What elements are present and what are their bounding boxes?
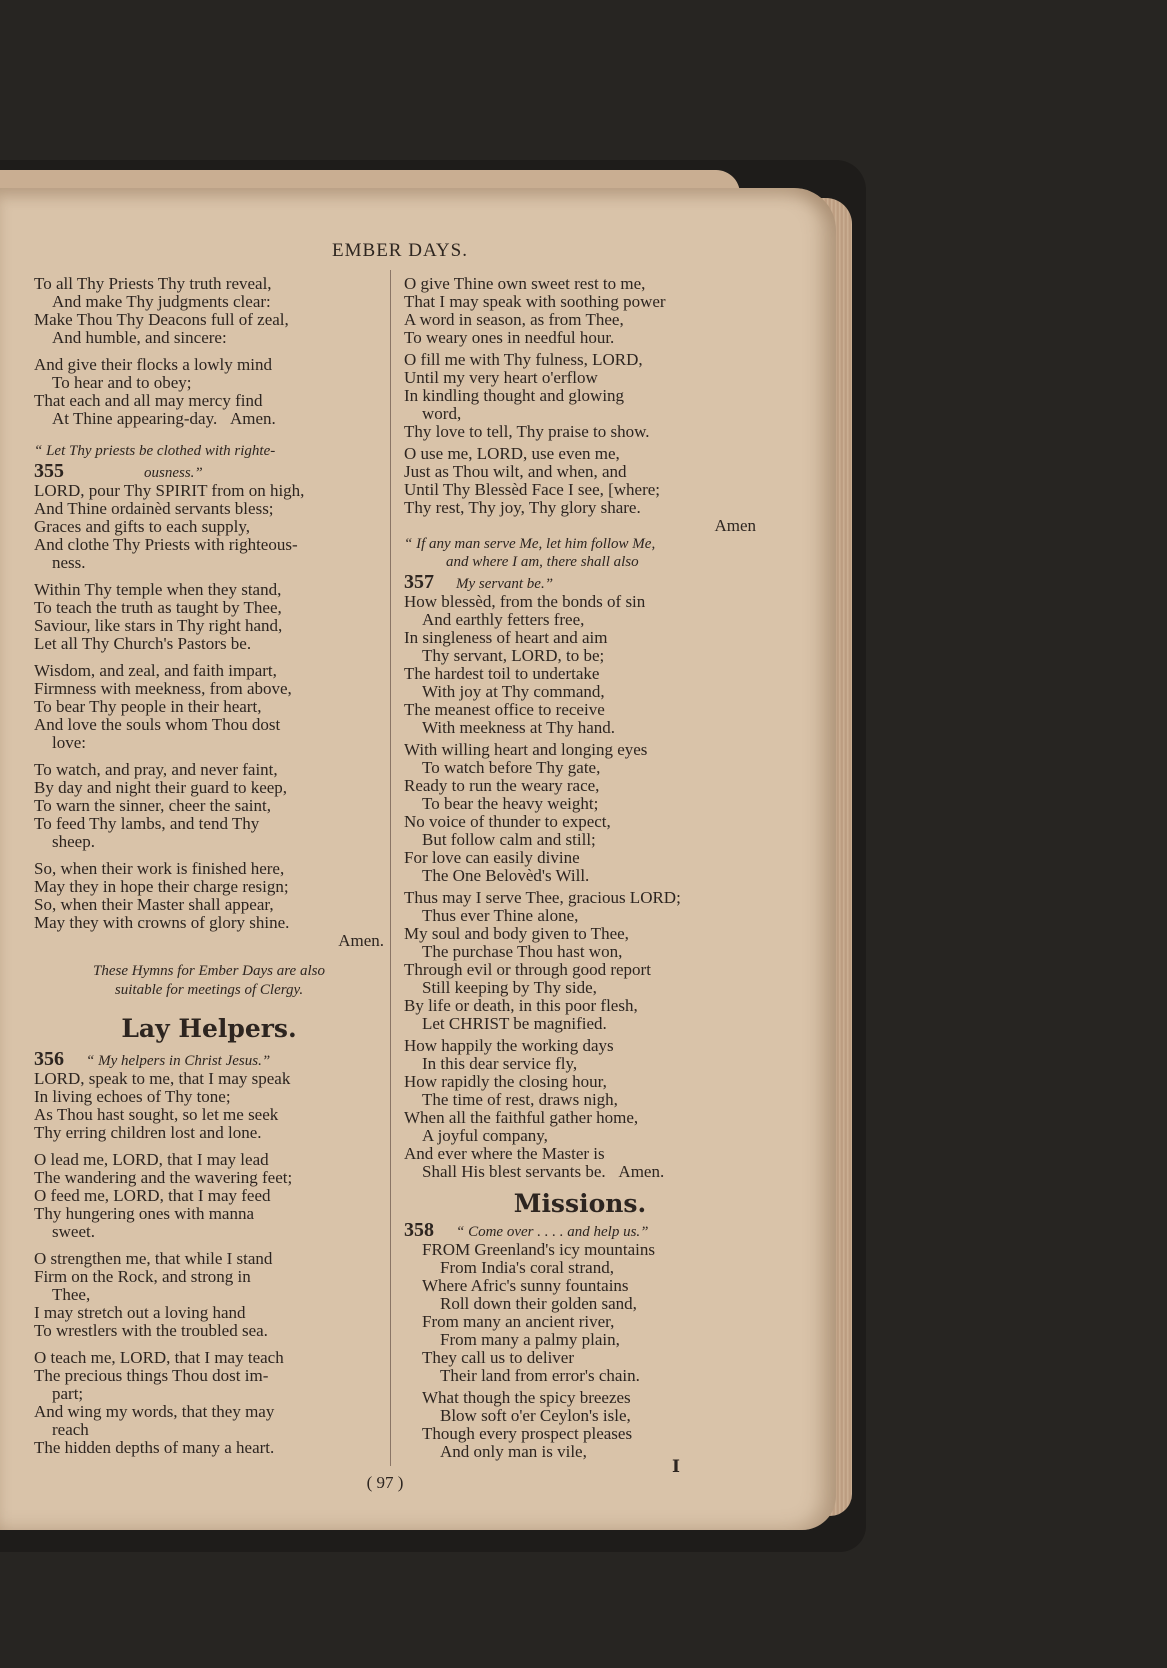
left-column xyxy=(34,275,384,1457)
verse-line: And love the souls whom Thou dost xyxy=(34,715,281,734)
verse-line: How rapidly the closing hour, xyxy=(404,1072,607,1091)
verse-line: O give Thine own sweet rest to me, xyxy=(404,274,646,293)
verse-line: And give their flocks a lowly mind xyxy=(34,355,272,374)
amen: Amen. xyxy=(229,409,276,428)
verse-line: From India's coral strand, xyxy=(440,1258,614,1277)
verse-line: So, when their work is finished here, xyxy=(34,859,285,878)
verse-line: Thee, xyxy=(52,1285,91,1304)
verse-line: To warn the sinner, cheer the saint, xyxy=(34,796,271,815)
verse-line: To bear Thy people in their heart, xyxy=(34,697,262,716)
verse-line: O teach me, LORD, that I may teach xyxy=(34,1348,284,1367)
verse-line: With meekness at Thy hand. xyxy=(422,718,616,737)
verse-line: Though every prospect pleases xyxy=(422,1424,633,1443)
verse-line: ness. xyxy=(52,553,86,572)
verse-line: And only man is vile, xyxy=(440,1442,587,1461)
verse-line: The time of rest, draws nigh, xyxy=(422,1090,618,1109)
verse-line: And clothe Thy Priests with righteous- xyxy=(34,535,298,554)
verse-line: Firmness with meekness, from above, xyxy=(34,679,292,698)
verse-line: The meanest office to receive xyxy=(404,700,605,719)
column-rule xyxy=(390,270,391,1466)
verse-line: Make Thou Thy Deacons full of zeal, xyxy=(34,310,289,329)
verse-line: Until my very heart o'erflow xyxy=(404,368,598,387)
hymn-number: 357 xyxy=(404,571,434,593)
page-number: ( 97 ) xyxy=(366,1473,404,1492)
verse-line: O strengthen me, that while I stand xyxy=(34,1249,273,1268)
verse-line: And humble, and sincere: xyxy=(52,328,227,347)
verse-line: Graces and gifts to each supply, xyxy=(34,517,251,536)
verse-line: So, when their Master shall appear, xyxy=(34,895,274,914)
hymn-number: 356 xyxy=(34,1048,64,1070)
verse-line: Still keeping by Thy side, xyxy=(422,978,597,997)
verse-line: Until Thy Blessèd Face I see, [where; xyxy=(404,480,661,499)
verse-line: The purchase Thou hast won, xyxy=(422,942,623,961)
verse-line: FROM Greenland's icy mountains xyxy=(422,1240,656,1259)
verse-line: With joy at Thy command, xyxy=(422,682,605,701)
rubric-note: suitable for meetings of Clergy. xyxy=(114,982,304,998)
verse-line: The wandering and the wavering feet; xyxy=(34,1168,293,1187)
verse-line: From many an ancient river, xyxy=(422,1312,615,1331)
verse-line: I may stretch out a loving hand xyxy=(34,1303,246,1322)
verse-line: Wisdom, and zeal, and faith impart, xyxy=(34,661,277,680)
section-title: Missions. xyxy=(513,1189,647,1218)
hymn-356 xyxy=(34,1048,384,1457)
hymn-number: 355 xyxy=(34,460,64,482)
verse-line: Thy servant, LORD, to be; xyxy=(422,646,605,665)
verse-line: sheep. xyxy=(52,832,95,851)
verse-line: Where Afric's sunny fountains xyxy=(422,1276,629,1295)
verse-line: sweet. xyxy=(52,1222,95,1241)
hymn-358 xyxy=(404,1219,756,1461)
rubric-note: These Hymns for Ember Days are also xyxy=(93,963,325,979)
right-column xyxy=(404,275,756,1461)
verse-line: O fill me with Thy fulness, LORD, xyxy=(404,350,643,369)
verse-line: Thy hungering ones with manna xyxy=(34,1204,255,1223)
verse-line: My soul and body given to Thee, xyxy=(404,924,629,943)
verse-line: To hear and to obey; xyxy=(52,373,192,392)
running-header: EMBER DAYS. xyxy=(332,240,468,261)
verse-line: From many a palmy plain, xyxy=(440,1330,620,1349)
verse-line: To bear the heavy weight; xyxy=(422,794,599,813)
verse-line: Roll down their golden sand, xyxy=(440,1294,637,1313)
amen: Amen. xyxy=(338,931,384,950)
verse-line: To all Thy Priests Thy truth reveal, xyxy=(34,274,272,293)
verse-line: How happily the working days xyxy=(404,1036,614,1055)
verse-line: Thy rest, Thy joy, Thy glory share. xyxy=(404,498,641,517)
amen: Amen. xyxy=(618,1162,665,1181)
verse-line: The hidden depths of many a heart. xyxy=(34,1438,275,1457)
hymn-epigraph: and where I am, there shall also xyxy=(446,554,639,570)
verse-line: And wing my words, that they may xyxy=(34,1402,275,1421)
verse-line: The One Belovèd's Will. xyxy=(422,866,590,885)
verse-line: And Thine ordainèd servants bless; xyxy=(34,499,274,518)
verse-line: May they in hope their charge resign; xyxy=(34,877,289,896)
verse-line: That each and all may mercy find xyxy=(34,391,263,410)
verse-line: When all the faithful gather home, xyxy=(404,1108,639,1127)
verse-line: No voice of thunder to expect, xyxy=(404,812,611,831)
verse-line: Let CHRIST be magnified. xyxy=(422,1014,607,1033)
hymn-number: 358 xyxy=(404,1219,434,1241)
verse-line: Through evil or through good report xyxy=(404,960,651,979)
verse-line: Let all Thy Church's Pastors be. xyxy=(34,634,252,653)
verse-line: To teach the truth as taught by Thee, xyxy=(34,598,282,617)
verse-line: word, xyxy=(422,404,462,423)
stanza xyxy=(34,275,384,347)
verse-line: To weary ones in needful hour. xyxy=(404,328,615,347)
verse-line: They call us to deliver xyxy=(422,1348,575,1367)
verse-line: With willing heart and longing eyes xyxy=(404,740,648,759)
verse-line: A joyful company, xyxy=(422,1126,548,1145)
verse-line: A word in season, as from Thee, xyxy=(404,310,624,329)
verse-line: reach xyxy=(52,1420,89,1439)
verse-line: LORD, speak to me, that I may speak xyxy=(34,1069,291,1088)
stanza xyxy=(34,356,384,428)
verse-line: By life or death, in this poor flesh, xyxy=(404,996,638,1015)
verse-line: As Thou hast sought, so let me seek xyxy=(34,1105,279,1124)
verse-line: And earthly fetters free, xyxy=(422,610,585,629)
verse-line: Within Thy temple when they stand, xyxy=(34,580,282,599)
verse-line: Shall His blest servants be. Amen. xyxy=(422,1162,665,1181)
signature-mark: I xyxy=(672,1457,680,1477)
verse-line: Ready to run the weary race, xyxy=(404,776,600,795)
verse-line: O lead me, LORD, that I may lead xyxy=(34,1150,269,1169)
verse-line: Their land from error's chain. xyxy=(440,1366,640,1385)
amen: Amen xyxy=(714,516,756,535)
verse-line: To feed Thy lambs, and tend Thy xyxy=(34,814,260,833)
verse-line: The precious things Thou dost im- xyxy=(34,1366,269,1385)
verse-line: Blow soft o'er Ceylon's isle, xyxy=(440,1406,631,1425)
hymn-epigraph: “ Let Thy priests be clothed with righte- xyxy=(34,443,276,459)
verse-line: Thus ever Thine alone, xyxy=(422,906,579,925)
verse-line: O use me, LORD, use even me, xyxy=(404,444,620,463)
verse-line: In living echoes of Thy tone; xyxy=(34,1087,231,1106)
verse-line: Saviour, like stars in Thy right hand, xyxy=(34,616,283,635)
hymn-epigraph: ousness.” xyxy=(144,465,203,481)
hymn-357 xyxy=(404,535,756,1181)
hymn-epigraph: “ My helpers in Christ Jesus.” xyxy=(86,1053,271,1069)
verse-line: And make Thy judgments clear: xyxy=(52,292,271,311)
verse-line: And ever where the Master is xyxy=(404,1144,605,1163)
verse-line: In singleness of heart and aim xyxy=(404,628,608,647)
verse-line: To watch, and pray, and never faint, xyxy=(34,760,278,779)
verse-line: How blessèd, from the bonds of sin xyxy=(404,592,646,611)
verse-line: Firm on the Rock, and strong in xyxy=(34,1267,251,1286)
verse-line: What though the spicy breezes xyxy=(422,1388,631,1407)
verse-line: The hardest toil to undertake xyxy=(404,664,600,683)
verse-line: Just as Thou wilt, and when, and xyxy=(404,462,627,481)
hymn-epigraph: “ If any man serve Me, let him follow Me, xyxy=(404,536,656,552)
verse-line: To wrestlers with the troubled sea. xyxy=(34,1321,268,1340)
verse-line: part; xyxy=(52,1384,84,1403)
verse-line: In kindling thought and glowing xyxy=(404,386,625,405)
verse-line: By day and night their guard to keep, xyxy=(34,778,288,797)
verse-line: LORD, pour Thy SPIRIT from on high, xyxy=(34,481,305,500)
hymn-epigraph: My servant be.” xyxy=(456,576,554,592)
verse-line: Thus may I serve Thee, gracious LORD; xyxy=(404,888,681,907)
verse-line: At Thine appearing-day. Amen. xyxy=(52,409,276,428)
verse-line: To watch before Thy gate, xyxy=(422,758,601,777)
verse-line: For love can easily divine xyxy=(404,848,580,867)
verse-line: But follow calm and still; xyxy=(422,830,596,849)
verse-line: May they with crowns of glory shine. xyxy=(34,913,290,932)
hymn-355 xyxy=(34,442,384,950)
verse-line: Thy love to tell, Thy praise to show. xyxy=(404,422,650,441)
verse-line: love: xyxy=(52,733,86,752)
verse-line: That I may speak with soothing power xyxy=(404,292,666,311)
verse-line: Thy erring children lost and lone. xyxy=(34,1123,262,1142)
verse-line: O feed me, LORD, that I may feed xyxy=(34,1186,271,1205)
section-title: Lay Helpers. xyxy=(121,1014,297,1043)
verse-line: In this dear service fly, xyxy=(422,1054,578,1073)
hymn-epigraph: “ Come over . . . . and help us.” xyxy=(456,1224,649,1240)
